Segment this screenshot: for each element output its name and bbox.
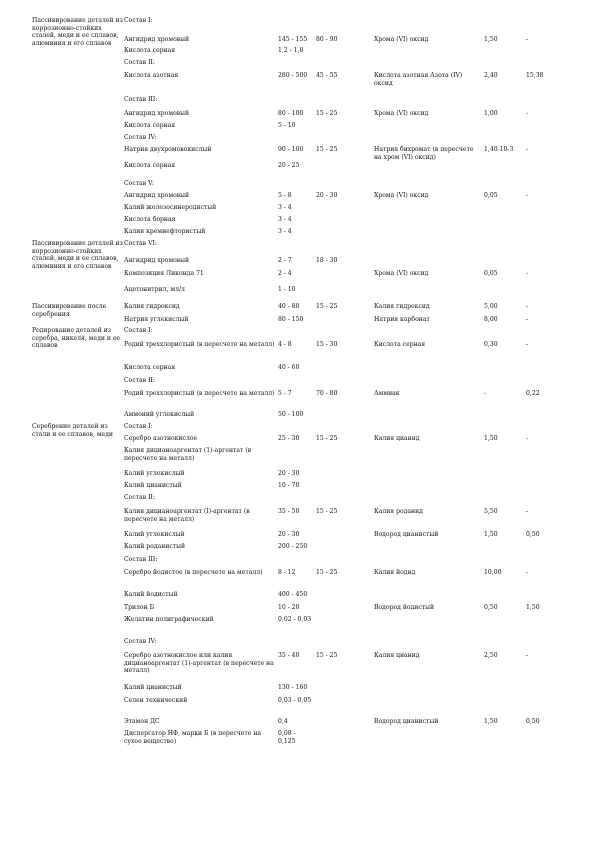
emission-value-cell: 1,50 [484,531,498,538]
emission-substance-cell: Калия гидроксид [374,303,430,310]
concentration-cell: 5 - 10 [278,122,296,129]
emission-substance-cell: Калия цианид [374,652,420,659]
concentration-cell: 3 - 4 [278,204,292,211]
emission-value-cell: 8,00 [484,316,498,323]
component-cell: Состав I: [124,327,153,334]
component-cell: Состав III: [124,96,158,103]
component-cell: Калий железосинеродистый [124,204,217,211]
emission-rate-cell: - [526,192,529,199]
concentration-cell: 200 - 250 [278,543,308,550]
emission-value-cell: 1,50 [484,36,498,43]
component-cell: Родий треххлористый (в пересчете на металл) [124,341,275,348]
operation-cell: Родирование деталей из серебра, никеля, меди и ее сплавов [32,327,121,350]
concentration-cell: 1,2 - 1,8 [278,47,304,54]
emission-value-cell: 0,05 [484,192,498,199]
component-cell: Калий цианистый [124,684,182,691]
operation-cell: Пассивирование после серебрения [32,303,107,318]
emission-rate-cell: - [526,36,529,43]
concentration-cell: 80 - 150 [278,316,304,323]
emission-value-cell: 2,40 [484,72,498,79]
component-cell: Ангидрид хромовый [124,257,190,264]
component-cell: Этамон ДС [124,718,160,725]
emission-substance-cell: Хрома (VI) оксид [374,270,429,277]
component-cell: Состав II: [124,494,155,501]
emission-value-cell: 1,50 [484,718,498,725]
emission-rate-cell: - [526,569,529,576]
component-cell: Натрия углекислый [124,316,189,323]
emission-rate-cell: - [526,303,529,310]
component-cell: Кислота серная [124,47,176,54]
component-cell: Калия гидроксид [124,303,180,310]
component-cell: Состав IV: [124,134,157,141]
component-cell: Кислота серная [124,162,176,169]
emission-substance-cell: Калия йодид [374,569,416,576]
emission-rate-cell: - [526,435,529,442]
component-cell: Серебро йодистое (в пересчете на металл) [124,569,263,576]
concentration-cell: 40 - 80 [278,303,300,310]
temperature-cell: 15 - 25 [316,569,338,576]
emission-substance-cell: Хрома (VI) оксид [374,36,429,43]
component-cell: Калия кремнефтористый [124,228,206,235]
emission-substance-cell: Хрома (VI) оксид [374,110,429,117]
emission-value-cell: - [484,390,487,397]
concentration-cell: 3 - 4 [278,228,292,235]
emission-substance-cell: Хрома (VI) оксид [374,192,429,199]
emission-rate-cell: 0,50 [526,718,540,725]
emission-rate-cell: 1,50 [526,604,540,611]
emission-rate-cell: - [526,652,529,659]
emission-substance-cell: Калия роданид [374,508,423,515]
concentration-cell: 8 - 12 [278,569,296,576]
component-cell: Калий роданистый [124,543,186,550]
concentration-cell: 0,08 - 0,125 [278,730,296,745]
component-cell: Ангидрид хромовый [124,36,190,43]
concentration-cell: 2 - 4 [278,270,292,277]
emission-rate-cell: - [526,341,529,348]
temperature-cell: 15 - 25 [316,146,338,153]
temperature-cell: 15 - 25 [316,652,338,659]
component-cell: Кислота борная [124,216,176,223]
concentration-cell: 25 - 30 [278,435,300,442]
concentration-cell: 4 - 8 [278,341,292,348]
concentration-cell: 40 - 60 [278,364,300,371]
component-cell: Серебро азотнокислое [124,435,198,442]
component-cell: Ангидрид хромовый [124,110,190,117]
concentration-cell: 5 - 8 [278,192,292,199]
temperature-cell: 15 - 30 [316,341,338,348]
operation-cell: Пассивирование деталей из коррозионно-стойких сталей, меди и ее сплавов, алюминия и его сплавов [32,240,123,270]
emission-substance-cell: Калия цианид [374,435,420,442]
emission-value-cell: 5,00 [484,303,498,310]
component-cell: Калия дицианоаргентат (I)-аргентат (в пересчете на металл) [124,508,250,523]
component-cell: Серебро азотнокислое или калия дицианоаргентат (1)-аргентат (в пересчете на металл) [124,652,274,675]
temperature-cell: 45 - 55 [316,72,338,79]
temperature-cell: 18 - 30 [316,257,338,264]
concentration-cell: 35 - 40 [278,652,300,659]
concentration-cell: 10 - 20 [278,604,300,611]
temperature-cell: 15 - 25 [316,508,338,515]
component-cell: Состав V: [124,180,154,187]
component-cell: Калий цианистый [124,482,182,489]
temperature-cell: 20 - 30 [316,192,338,199]
concentration-cell: 20 - 25 [278,162,300,169]
concentration-cell: 2 - 7 [278,257,292,264]
emission-value-cell: 0,50 [484,604,498,611]
emission-substance-cell: Натрия карбонат [374,316,430,323]
component-cell: Калия дицианоаргентат (1)-аргентат (в пересчете на металл) [124,447,252,462]
emission-substance-cell: Водород цианистый [374,531,439,538]
component-cell: Состав IV: [124,638,157,645]
component-cell: Состав VI: [124,240,157,247]
concentration-cell: 90 - 100 [278,146,304,153]
component-cell: Селен технический [124,697,188,704]
concentration-cell: 1 - 10 [278,286,296,293]
component-cell: Трилон Б [124,604,155,611]
operation-cell: Серебрение деталей из стали и ее сплавов, меди [32,423,113,438]
concentration-cell: 10 - 70 [278,482,300,489]
temperature-cell: 70 - 80 [316,390,338,397]
component-cell: Аммоний углекислый [124,411,195,418]
emission-rate-cell: 0,50 [526,531,540,538]
emission-value-cell: 1,00 [484,110,498,117]
component-cell: Кислота серная [124,122,176,129]
emission-value-cell: 0,30 [484,341,498,348]
component-cell: Состав II: [124,59,155,66]
temperature-cell: 80 - 90 [316,36,338,43]
component-cell: Состав III: [124,556,158,563]
component-cell: Ангидрид хромовый [124,192,190,199]
emission-rate-cell: - [526,270,529,277]
component-cell: Калий углекислый [124,531,185,538]
component-cell: Состав II: [124,377,155,384]
component-cell: Ацетонитрил, мл/л [124,286,185,293]
concentration-cell: 400 - 450 [278,591,308,598]
component-cell: Кислота серная [124,364,176,371]
emission-substance-cell: Водород йодистый [374,604,435,611]
emission-substance-cell: Аммиак [374,390,400,397]
component-cell: Диспергатор НФ, марки Б (в пересчете на сухое вещество) [124,730,262,745]
emission-rate-cell: - [526,110,529,117]
emission-rate-cell: - [526,146,529,153]
concentration-cell: 20 - 30 [278,470,300,477]
component-cell: Кислота азотная [124,72,179,79]
component-cell: Калий йодистый [124,591,178,598]
operation-cell: Пассивирование деталей из коррозионно-стойких сталей, меди и ее сплавов, алюминия и его сплавов [32,17,123,47]
concentration-cell: 0,03 - 0,05 [278,697,312,704]
emission-value-cell: 5,50 [484,508,498,515]
component-cell: Состав I: [124,17,153,24]
emission-rate-cell: - [526,508,529,515]
component-cell: Композиция Ликонда 71 [124,270,204,277]
temperature-cell: 15 - 25 [316,435,338,442]
concentration-cell: 145 - 155 [278,36,308,43]
emission-value-cell: 1,40-10-3 [484,146,514,153]
temperature-cell: 15 - 25 [316,110,338,117]
component-cell: Натрия двухромовокислый [124,146,212,153]
emission-rate-cell: - [526,316,529,323]
component-cell: Желатин полиграфический [124,616,214,623]
concentration-cell: 0,02 - 0,03 [278,616,312,623]
concentration-cell: 0,4 [278,718,288,725]
component-cell: Калий углекислый [124,470,185,477]
emission-value-cell: 2,50 [484,652,498,659]
concentration-cell: 35 - 50 [278,508,300,515]
concentration-cell: 80 - 100 [278,110,304,117]
concentration-cell: 130 - 160 [278,684,308,691]
concentration-cell: 3 - 4 [278,216,292,223]
emission-substance-cell: Натрия бихромат (в пересчете на хром (VI) оксид) [374,146,474,161]
component-cell: Родий треххлористый (в пересчете на металл) [124,390,275,397]
emission-substance-cell: Кислота серная [374,341,426,348]
concentration-cell: 50 - 100 [278,411,304,418]
emission-rate-cell: 15,38 [526,72,544,79]
emission-substance-cell: Водород цианистый [374,718,439,725]
emission-value-cell: 0,05 [484,270,498,277]
component-cell: Состав I: [124,423,153,430]
emission-rate-cell: 0,22 [526,390,540,397]
temperature-cell: 15 - 25 [316,303,338,310]
concentration-cell: 20 - 30 [278,531,300,538]
concentration-cell: 5 - 7 [278,390,292,397]
emission-value-cell: 10,00 [484,569,502,576]
concentration-cell: 280 - 500 [278,72,308,79]
emission-value-cell: 1,50 [484,435,498,442]
emission-substance-cell: Кислота азотная Азота (IV) оксид [374,72,463,87]
